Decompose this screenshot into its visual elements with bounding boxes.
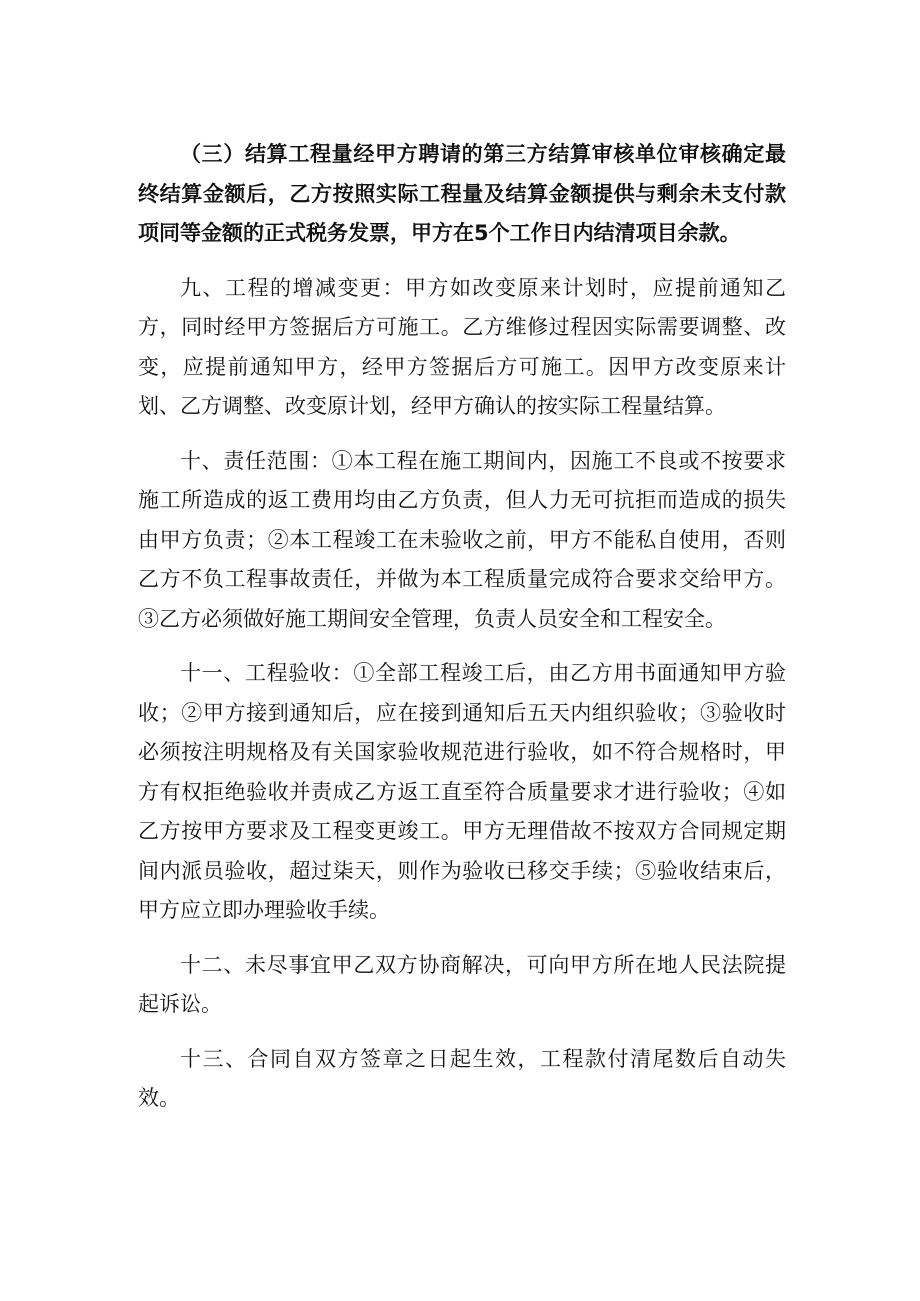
- document-page: [138, 135, 786, 1134]
- paragraph-clause-13-effective: 十三、合同自双方签章之日起生效，工程款付清尾数后自动失效。: [138, 1046, 786, 1110]
- paragraph-clause-10-responsibility: 十、责任范围：①本工程在施工期间内，因施工不良或不按要求施工所造成的返工费用均由乙方负责，但人力无可抗拒而造成的损失由甲方负责；②本工程竣工在未验收之前，甲方不能私自使用，否则乙方不负工程事故责任，并做为本工程质量完成符合要求交给甲方。③乙方必须做好施工期间安全管理，负责人员安全和工程安全。: [138, 448, 786, 631]
- paragraph-clause-9-changes: 九、工程的增减变更：甲方如改变原来计划时，应提前通知乙方，同时经甲方签据后方可施工。乙方维修过程因实际需要调整、改变，应提前通知甲方，经甲方签据后方可施工。因甲方改变原来计划、乙方调整、改变原计划，经甲方确认的按实际工程量结算。: [138, 275, 786, 418]
- paragraph-clause-11-acceptance: 十一、工程验收：①全部工程竣工后，由乙方用书面通知甲方验收；②甲方接到通知后，应在接到通知后五天内组织验收；③验收时必须按注明规格及有关国家验收规范进行验收，如不符合规格时，甲方有权拒绝验收并责成乙方返工直至符合质量要求才进行验收；④如乙方按甲方要求及工程变更竣工。甲方无理借故不按双方合同规定期间内派员验收，超过柒天，则作为验收已移交手续；⑤验收结束后，甲方应立即办理验收手续。: [138, 661, 786, 922]
- paragraph-clause-12-disputes: 十二、未尽事宜甲乙双方协商解决，可向甲方所在地人民法院提起诉讼。: [138, 952, 786, 1016]
- paragraph-settlement: （三）结算工程量经甲方聘请的第三方结算审核单位审核确定最终结算金额后，乙方按照实际工程量及结算金额提供与剩余未支付款项同等金额的正式税务发票，甲方在5个工作日内结清项目余款。: [138, 142, 786, 245]
